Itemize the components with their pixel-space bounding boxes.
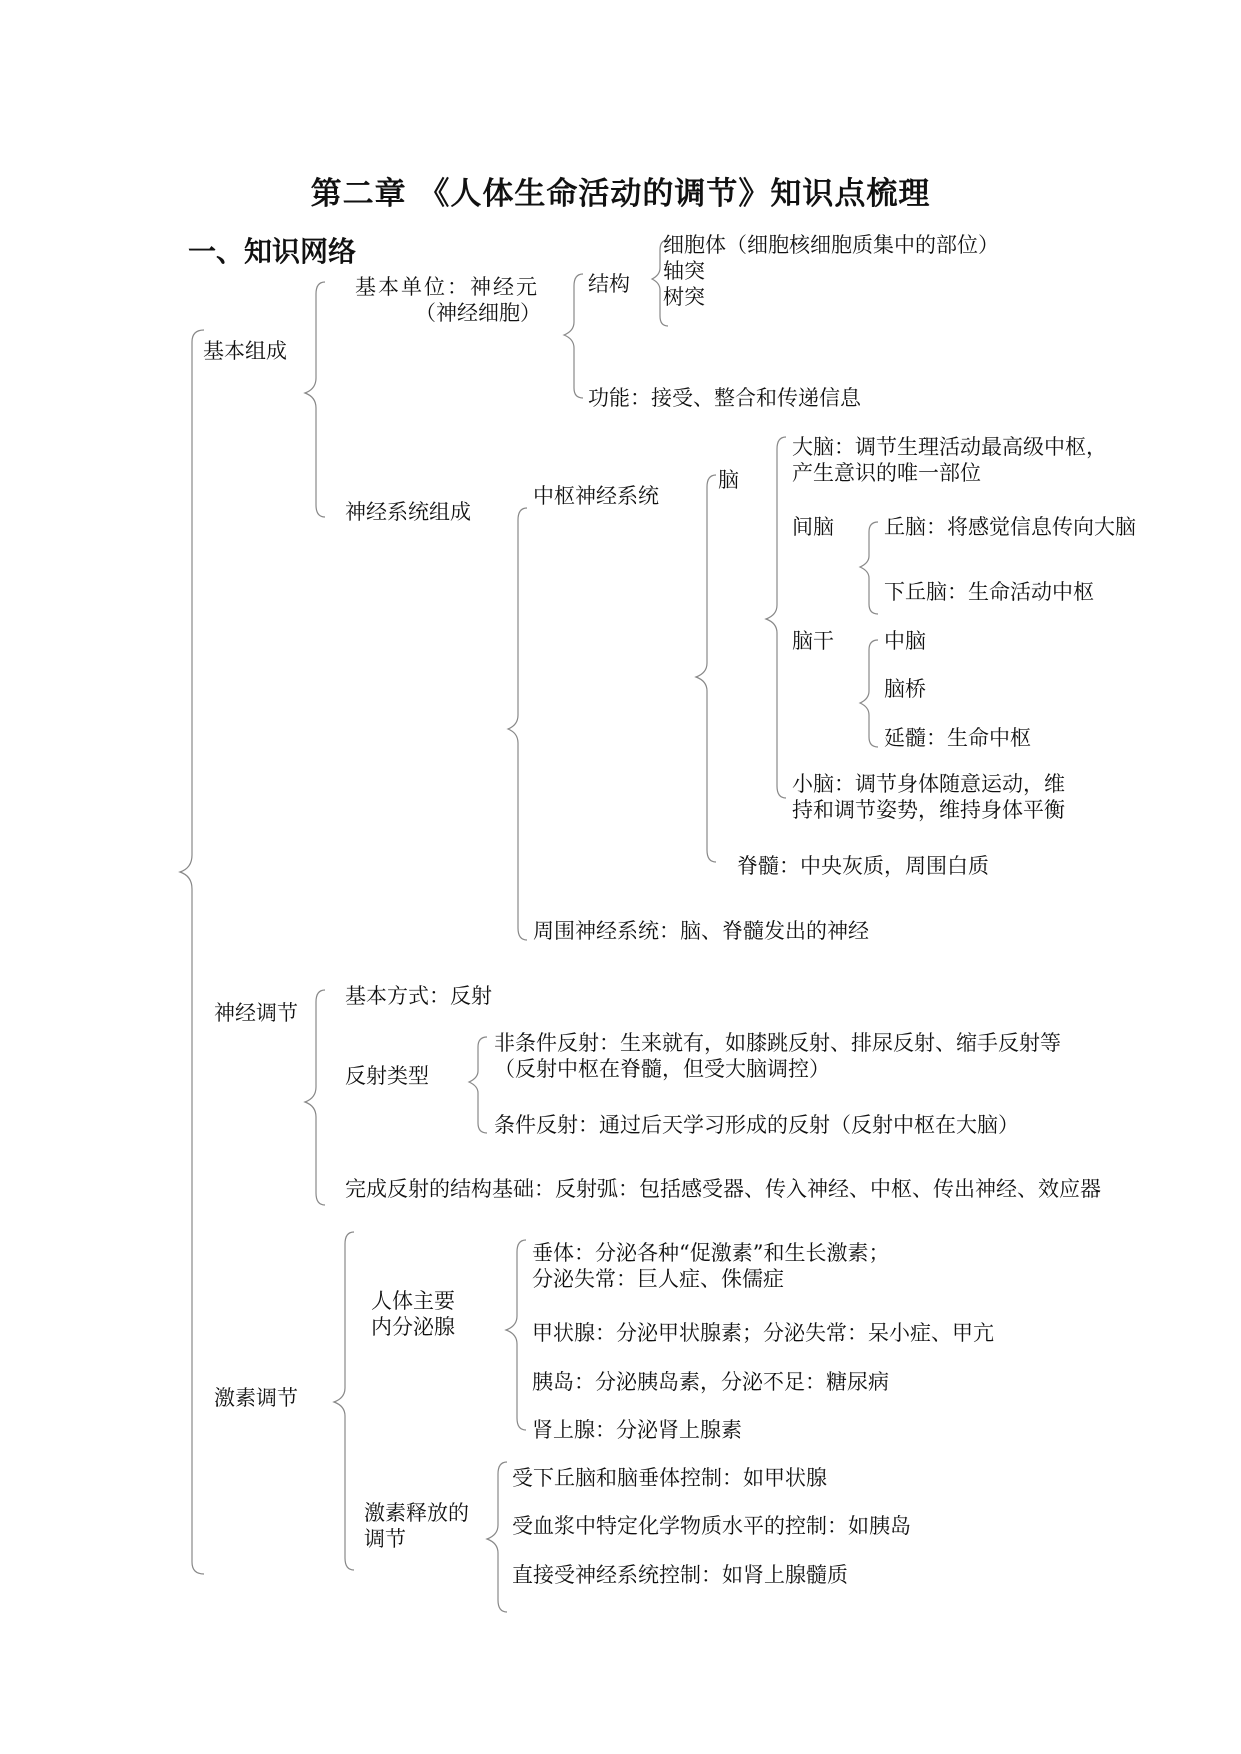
brace-neural — [305, 990, 325, 1205]
node-hypothalamus: 下丘脑：生命活动中枢 — [884, 580, 1094, 604]
node-neural-regulation: 神经调节 — [214, 1001, 298, 1025]
node-unconditioned-2: （反射中枢在脊髓，但受大脑调控） — [494, 1057, 830, 1081]
node-cerebrum-2: 产生意识的唯一部位 — [792, 461, 981, 485]
brace-reflex-type — [469, 1037, 487, 1133]
node-reflex-arc: 完成反射的结构基础：反射弧：包括感受器、传入神经、中枢、传出神经、效应器 — [345, 1177, 1101, 1201]
node-thalamus: 丘脑：将感觉信息传向大脑 — [884, 515, 1136, 539]
node-cerebellum-1: 小脑：调节身体随意运动，维 — [792, 772, 1065, 796]
node-unconditioned-1: 非条件反射：生来就有，如膝跳反射、排尿反射、缩手反射等 — [494, 1031, 1061, 1055]
node-basic-composition: 基本组成 — [203, 339, 287, 363]
node-cerebellum-2: 持和调节姿势，维持身体平衡 — [792, 798, 1065, 822]
node-release-b: 受血浆中特定化学物质水平的控制：如胰岛 — [512, 1514, 911, 1538]
node-brain: 脑 — [718, 468, 739, 492]
node-pns: 周围神经系统：脑、脊髓发出的神经 — [533, 919, 869, 943]
node-hormone-regulation: 激素调节 — [214, 1386, 298, 1410]
node-nervous-system: 神经系统组成 — [345, 500, 471, 524]
node-structure: 结构 — [588, 272, 630, 296]
node-release-a: 受下丘脑和脑垂体控制：如甲状腺 — [512, 1466, 827, 1490]
node-midbrain: 中脑 — [884, 629, 926, 653]
brace-diencephalon — [860, 522, 878, 614]
node-pituitary-2: 分泌失常：巨人症、侏儒症 — [532, 1267, 784, 1291]
node-pituitary-1: 垂体：分泌各种“促激素”和生长激素； — [532, 1241, 890, 1265]
node-function: 功能：接受、整合和传递信息 — [588, 386, 861, 410]
section-heading: 一、知识网络 — [188, 235, 357, 268]
brace-cns — [696, 475, 716, 862]
node-basic-mode: 基本方式：反射 — [345, 984, 492, 1008]
brace-brain — [766, 437, 786, 798]
node-basic-unit: 基本单位：神经元 — [355, 275, 539, 299]
brace-glands — [506, 1240, 526, 1430]
brace-hormone — [334, 1232, 354, 1570]
brace-release — [487, 1462, 507, 1612]
node-brainstem: 脑干 — [792, 629, 834, 653]
brace-root — [180, 330, 204, 1574]
node-glands-1: 人体主要 — [371, 1289, 455, 1313]
page-title: 第二章 《人体生命活动的调节》知识点梳理 — [310, 176, 931, 212]
node-conditioned: 条件反射：通过后天学习形成的反射（反射中枢在大脑） — [494, 1113, 1019, 1137]
node-cns: 中枢神经系统 — [533, 484, 659, 508]
node-medulla: 延髓：生命中枢 — [884, 726, 1031, 750]
node-spinal-cord: 脊髓：中央灰质，周围白质 — [737, 854, 989, 878]
node-pancreas: 胰岛：分泌胰岛素，分泌不足：糖尿病 — [532, 1370, 889, 1394]
brace-basic — [305, 282, 325, 517]
brace-neuron — [564, 274, 583, 398]
brace-system — [508, 508, 527, 940]
node-diencephalon: 间脑 — [792, 515, 834, 539]
node-glands-2: 内分泌腺 — [371, 1315, 455, 1339]
node-pons: 脑桥 — [884, 677, 926, 701]
node-adrenal: 肾上腺：分泌肾上腺素 — [532, 1418, 742, 1442]
node-release-2: 调节 — [364, 1527, 406, 1551]
node-thyroid: 甲状腺：分泌甲状腺素；分泌失常：呆小症、甲亢 — [532, 1321, 994, 1345]
node-release-1: 激素释放的 — [364, 1501, 469, 1525]
node-cerebrum-1: 大脑：调节生理活动最高级中枢， — [792, 435, 1107, 459]
node-cell-body: 细胞体（细胞核细胞质集中的部位） — [663, 233, 999, 257]
node-axon: 轴突 — [663, 259, 705, 283]
node-reflex-type: 反射类型 — [345, 1064, 429, 1088]
node-basic-unit-sub: （神经细胞） — [415, 301, 541, 325]
node-dendrite: 树突 — [663, 285, 705, 309]
brace-brainstem — [860, 640, 878, 747]
node-release-c: 直接受神经系统控制：如肾上腺髓质 — [512, 1563, 848, 1587]
